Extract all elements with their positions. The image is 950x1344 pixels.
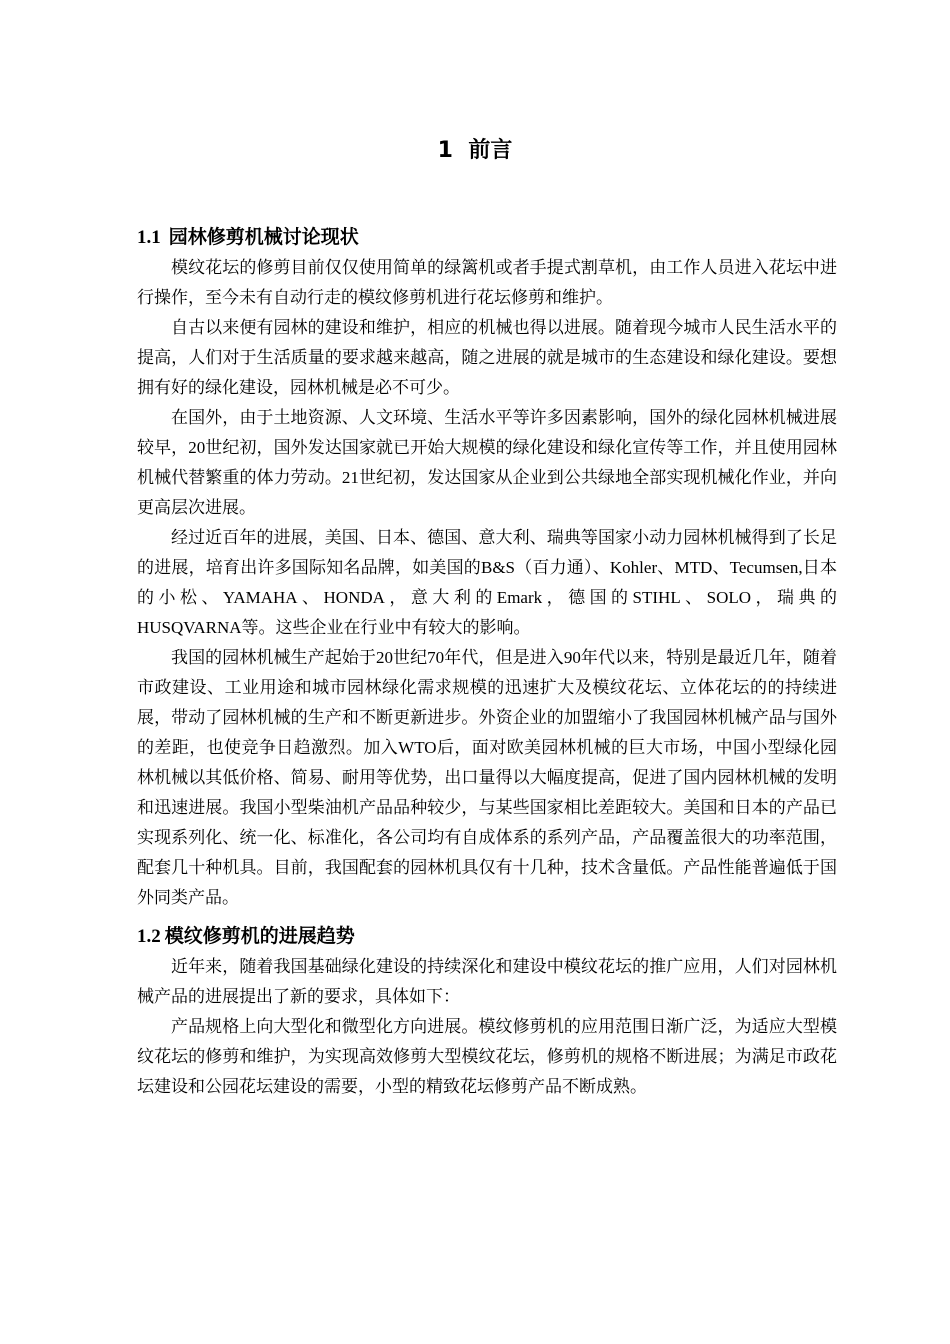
- section-title: 园林修剪机械讨论现状: [168, 226, 359, 248]
- document-body: [137, 222, 837, 1102]
- chapter-number: 1: [437, 138, 453, 163]
- paragraph: 自古以来便有园林的建设和维护，相应的机械也得以进展。随着现今城市人民生活水平的提高，人们对于生活质量的要求越来越高，随之进展的就是城市的生态建设和绿化建设。要想拥有好的绿化建设，园林机械是必不可少。: [137, 318, 837, 397]
- paragraph: 产品规格上向大型化和微型化方向进展。模纹修剪机的应用范围日渐广泛，为适应大型模纹花坛的修剪和维护，为实现高效修剪大型模纹花坛，修剪机的规格不断进展；为满足市政花坛建设和公园花坛建设的需要，小型的精致花坛修剪产品不断成熟。: [137, 1017, 837, 1096]
- paragraph: 在国外，由于土地资源、人文环境、生活水平等许多因素影响，国外的绿化园林机械进展较早，20世纪初，国外发达国家就已开始大规模的绿化建设和绿化宣传等工作，并且使用园林机械代替繁重的体力劳动。21世纪初，发达国家从企业到公共绿地全部实现机械化作业，并向更高层次进展。: [137, 408, 837, 517]
- chapter-title-text: 前言: [468, 138, 513, 163]
- paragraph: 近年来，随着我国基础绿化建设的持续深化和建设中模纹花坛的推广应用，人们对园林机械产品的进展提出了新的要求，具体如下：: [137, 957, 837, 1006]
- paragraph: 模纹花坛的修剪目前仅仅使用简单的绿篱机或者手提式割草机，由工作人员进入花坛中进行操作，至今未有自动行走的模纹修剪机进行花坛修剪和维护。: [137, 258, 837, 307]
- section-title: 模纹修剪机的进展趋势: [164, 925, 355, 947]
- paragraph: 我国的园林机械生产起始于20世纪70年代，但是进入90年代以来，特别是最近几年，随着市政建设、工业用途和城市园林绿化需求规模的迅速扩大及模纹花坛、立体花坛的的持续进展，带动了园林机械的生产和不断更新进步。外资企业的加盟缩小了我国园林机械产品与国外的差距，也使竞争日趋激烈。加入WTO后，面对欧美园林机械的巨大市场，中国小型绿化园林机械以其低价格、简易、耐用等优势，出口量得以大幅度提高，促进了国内园林机械的发明和迅速进展。我国小型柴油机产品品种较少，与某些国家相比差距较大。美国和日本的产品已实现系列化、统一化、标准化，各公司均有自成体系的系列产品，产品覆盖很大的功率范围，配套几十种机具。目前，我国配套的园林机具仅有十几种，技术含量低。产品性能普遍低于国外同类产品。: [137, 648, 837, 907]
- chapter-title: [0, 136, 950, 166]
- section-heading-1-1: [137, 222, 837, 253]
- section-number: 1.1: [137, 227, 161, 248]
- section-heading-1-2: [137, 921, 837, 952]
- paragraph: 经过近百年的进展，美国、日本、德国、意大利、瑞典等国家小动力园林机械得到了长足的进展，培育出许多国际知名品牌，如美国的B&S（百力通）、Kohler、MTD、Tecumsen,日本的小松、YAMAHA、HONDA，意大利的Emark，德国的STIHL、SOLO，瑞典的HUSQVARNA等。这些企业在行业中有较大的影响。: [137, 528, 837, 637]
- section-number: 1.2: [137, 926, 161, 947]
